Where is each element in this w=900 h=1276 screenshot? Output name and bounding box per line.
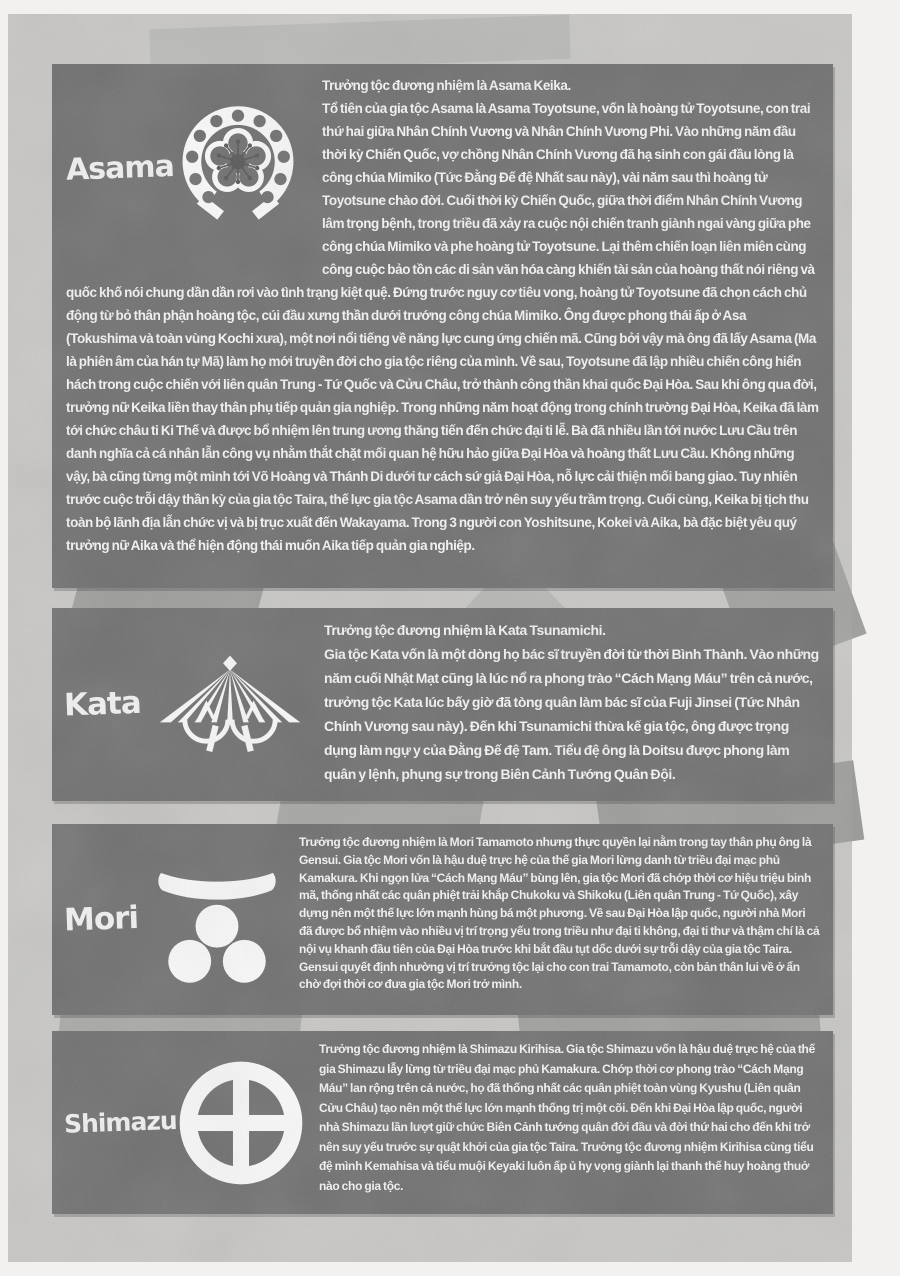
- mori-crest-block: [64, 834, 289, 1005]
- panel-asama: [52, 64, 833, 588]
- clan-name-label: Asama: [65, 148, 175, 188]
- clan-name-label: Mori: [63, 899, 139, 939]
- kata-fan-mon-icon: [150, 642, 310, 768]
- clan-name-label: Shimazu: [63, 1105, 178, 1139]
- clan-description: Trưởng tộc đương nhiệm là Mori Tamamoto nhưng thực quyền lại nằm trong tay thân phụ ông là Gensui. Gia tộc Mori vốn là hậu duệ trực hệ của thế gia Mori lừng danh từ triều đại mạc phủ Kamakura. Khi ngọn lửa “Cách Mạng Máu” bùng lên, gia tộc Mori đã chớp thời cơ hiệu triệu binh mã, thống nhất các quân phiệt trải khắp Chukoku và Shikoku (Liên quân Trung - Tứ Quốc), xây dựng nên một thế lực lớn mạnh hùng bá một phương. Về sau Đại Hòa lập quốc, người nhà Mori đã được bổ nhiệm vào nhiều vị trí trọng yếu trong triều như đại ti không, đại ti thư và thậm chí là cả nội vụ khanh đầu tiên của Đại Hòa trước khi bắt đầu tụt dốc dưới sự trỗi dậy của gia tộc Taira. Gensui quyết định nhường vị trí trưởng tộc lại cho con trai Tamamoto, còn bản thân lui về ở ẩn chờ đợi thời cơ đưa gia tộc Mori trở mình.: [299, 835, 820, 992]
- asama-crest-block: [66, 76, 310, 262]
- clan-description: Tổ tiên của gia tộc Asama là Asama Toyotsune, vốn là hoàng tử Toyotsune, con trai thứ hai giữa Nhân Chính Vương và Nhân Chính Vương Phi. Vào những năm đầu thời kỳ Chiến Quốc, vợ chồng Nhân Chính Vương đã hạ sinh con gái đầu lòng là công chúa Mimiko (Tức Đằng Đế đệ Nhất sau này), vài năm sau thì hoàng tử Toyotsune chào đời. Cuối thời kỳ Chiến Quốc, giữa thời điểm Nhân Chính Vương lâm trọng bệnh, trong triều đã xảy ra cuộc nội chiến tranh giành ngai vàng giữa phe công chúa Mimiko và phe hoàng tử Toyotsune. Lại thêm chiến loạn liên miên cùng công cuộc bảo tồn các di sản văn hóa càng khiến tài sản của hoàng thất nói riêng và quốc khố nói chung dần dần rơi vào tình trạng kiệt quệ. Đứng trước nguy cơ tiêu vong, hoàng tử Toyotsune đã chọn cách chủ động từ bỏ thân phận hoàng tộc, cúi đầu xưng thần dưới trướng công chúa Mimiko. Ông được phong thái ấp ở Asa (Tokushima và toàn vùng Kochi xưa), một nơi nổi tiếng về năng lực cung ứng chiến mã. Cũng bởi vậy mà ông đã lấy Asama (Ma là phiên âm của hán tự Mã) làm họ mới truyền đời cho gia tộc riêng của mình. Về sau, Toyotsune đã lập nhiều chiến công hiển hách trong cuộc chiến với liên quân Trung - Tứ Quốc và Cửu Châu, trở thành công thần khai quốc Đại Hòa. Sau khi ông qua đời, trưởng nữ Keika liền thay thân phụ tiếp quản gia nghiệp. Trong những năm hoạt động trong chính trường Đại Hòa, Keika đã làm tới chức châu ti Ki Thế và được bổ nhiệm lên trung ương thăng tiến đến chức đại ti lễ. Bà đã nhiều lần tới nước Lưu Cầu trên danh nghĩa cả cá nhân lẫn công vụ nhằm thắt chặt mối quan hệ hữu hảo giữa Đại Hòa và hoàng thất Lưu Cầu. Không những vậy, bà cũng từng một mình tới Võ Hoàng và Thánh Di dưới tư cách sứ giả Đại Hòa, nỗ lực cải thiện mối bang giao. Tuy nhiên trước cuộc trỗi dậy thần kỳ của gia tộc Taira, thế lực gia tộc Asama dần trở nên suy yếu trầm trọng. Cuối cùng, Keika bị tịch thu toàn bộ lãnh địa lẫn chức vị và bị trục xuất đến Wakayama. Trong 3 người con Yoshitsune, Kokei và Aika, bà đặc biệt yêu quý trưởng nữ Aika và thể hiện động thái muốn Aika tiếp quản gia nghiệp.: [66, 101, 819, 553]
- shimazu-crest-block: [64, 1040, 309, 1205]
- clan-description: Gia tộc Kata vốn là một dòng họ bác sĩ truyền đời từ thời Bình Thành. Vào những năm cuối Nhật Mạt cũng là lúc nổ ra phong trào “Cách Mạng Máu” trên cả nước, trưởng tộc Kata lúc bấy giờ đã tòng quân làm bác sĩ của Fuji Jinsei (Tức Nhân Chính Vương sau này). Đến khi Tsunamichi thừa kế gia tộc, ông được trọng dụng làm ngự y của Đằng Đế đệ Tam. Tiểu đệ ông là Doitsu được phong làm quân y lệnh, phụng sự trong Biên Cảnh Tướng Quân Đội.: [324, 646, 819, 782]
- asama-horseshoe-plum-mon-icon: [166, 86, 310, 252]
- clan-head-line: Trưởng tộc đương nhiệm là Kata Tsunamichi.: [324, 622, 606, 638]
- clan-name-label: Kata: [63, 684, 142, 724]
- panel-kata: [52, 608, 833, 801]
- panel-mori: [52, 824, 833, 1015]
- panel-shimazu: [52, 1031, 833, 1214]
- mori-bar-three-stars-mon-icon: [152, 840, 282, 1000]
- kata-crest-block: [64, 618, 314, 791]
- clan-head-line: Trưởng tộc đương nhiệm là Asama Keika.: [322, 78, 571, 93]
- kata-description-column: [314, 618, 821, 791]
- shimazu-description-column: [309, 1040, 821, 1205]
- shimazu-cross-in-circle-mon-icon: [168, 1050, 314, 1196]
- mori-description-column: [289, 834, 821, 1005]
- clan-description: Trưởng tộc đương nhiệm là Shimazu Kirihisa. Gia tộc Shimazu vốn là hậu duệ trực hệ của thế gia Shimazu lẫy lừng từ triều đại mạc phủ Kamakura. Chớp thời cơ phong trào “Cách Mạng Máu” lan rộng trên cả nước, họ đã thống nhất các quân phiệt toàn vùng Kyushu (Liên quân Cửu Châu) tạo nên một thế lực lớn mạnh thống trị một cõi. Đến khi Đại Hòa lập quốc, người nhà Shimazu lần lượt giữ chức Biên Cảnh tướng quân đời đầu và đời thứ hai cho đến khi trở nên suy yếu trước sự quật khởi của gia tộc Taira. Trưởng tộc đương nhiệm Kirihisa cùng tiểu đệ mình Kemahisa và tiểu muội Keyaki luôn ấp ủ hy vọng giành lại thanh thế huy hoàng thuở nào cho gia tộc.: [319, 1042, 815, 1193]
